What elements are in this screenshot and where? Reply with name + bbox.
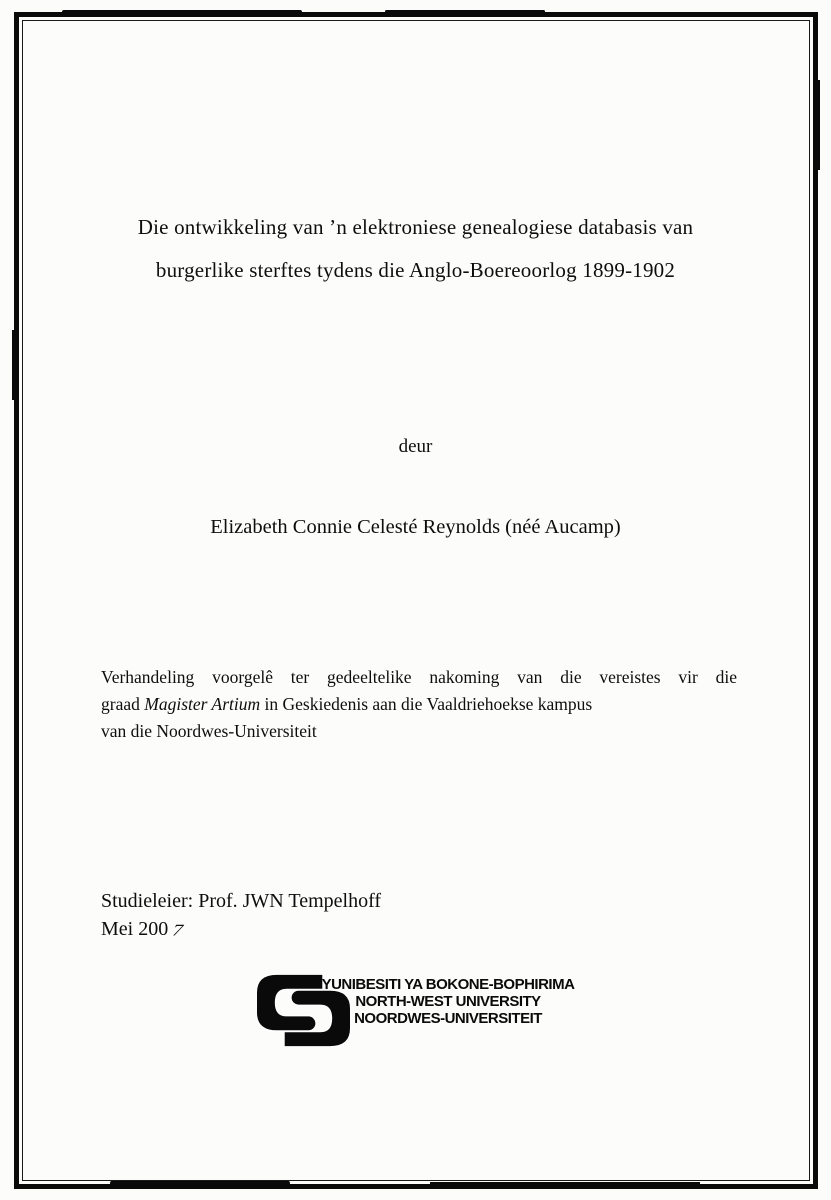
university-name-afrikaans: NOORDWES-UNIVERSITEIT	[354, 1010, 542, 1027]
thesis-title	[48, 206, 783, 291]
scan-artifact	[817, 80, 820, 170]
date-line	[101, 916, 381, 944]
scan-artifact	[110, 1181, 290, 1185]
degree-name: Magister Artium	[144, 694, 261, 714]
supervisor-line: Studieleier: Prof. JWN Tempelhoff	[101, 890, 382, 912]
scan-artifact	[385, 10, 545, 13]
degree-statement-line1: Verhandeling voorgelê ter gedeeltelike nakoming van die vereistes vir die	[101, 667, 737, 687]
degree-statement-line2	[101, 691, 737, 718]
scan-artifact	[430, 1182, 700, 1185]
date-prefix: Mei 200	[101, 917, 169, 940]
university-name-setswana: YUNIBESITI YA BOKONE-BOPHIRIMA	[321, 976, 575, 993]
supervisor-block	[101, 888, 381, 943]
author-name: Elizabeth Connie Celesté Reynolds (néé Aucamp)	[210, 516, 621, 538]
degree-statement-line2-suffix: in Geskiedenis aan die Vaaldriehoekse kampus	[260, 694, 593, 714]
degree-statement-line3: van die Noordwes-Universiteit	[101, 721, 317, 741]
university-wordmark	[320, 976, 576, 1027]
degree-statement-line2-prefix: graad	[101, 694, 145, 714]
scan-artifact	[12, 330, 16, 400]
degree-statement	[101, 664, 737, 745]
university-name-english: NORTH-WEST UNIVERSITY	[355, 993, 541, 1010]
thesis-title-line2: burgerlike sterftes tydens die Anglo-Boereoorlog 1899-1902	[155, 257, 676, 282]
thesis-title-line1: Die ontwikkeling van ’n elektroniese genealogiese databasis van	[137, 215, 694, 239]
scan-artifact	[62, 10, 302, 14]
date-digit: 7	[169, 921, 187, 940]
byline: deur	[398, 436, 433, 457]
